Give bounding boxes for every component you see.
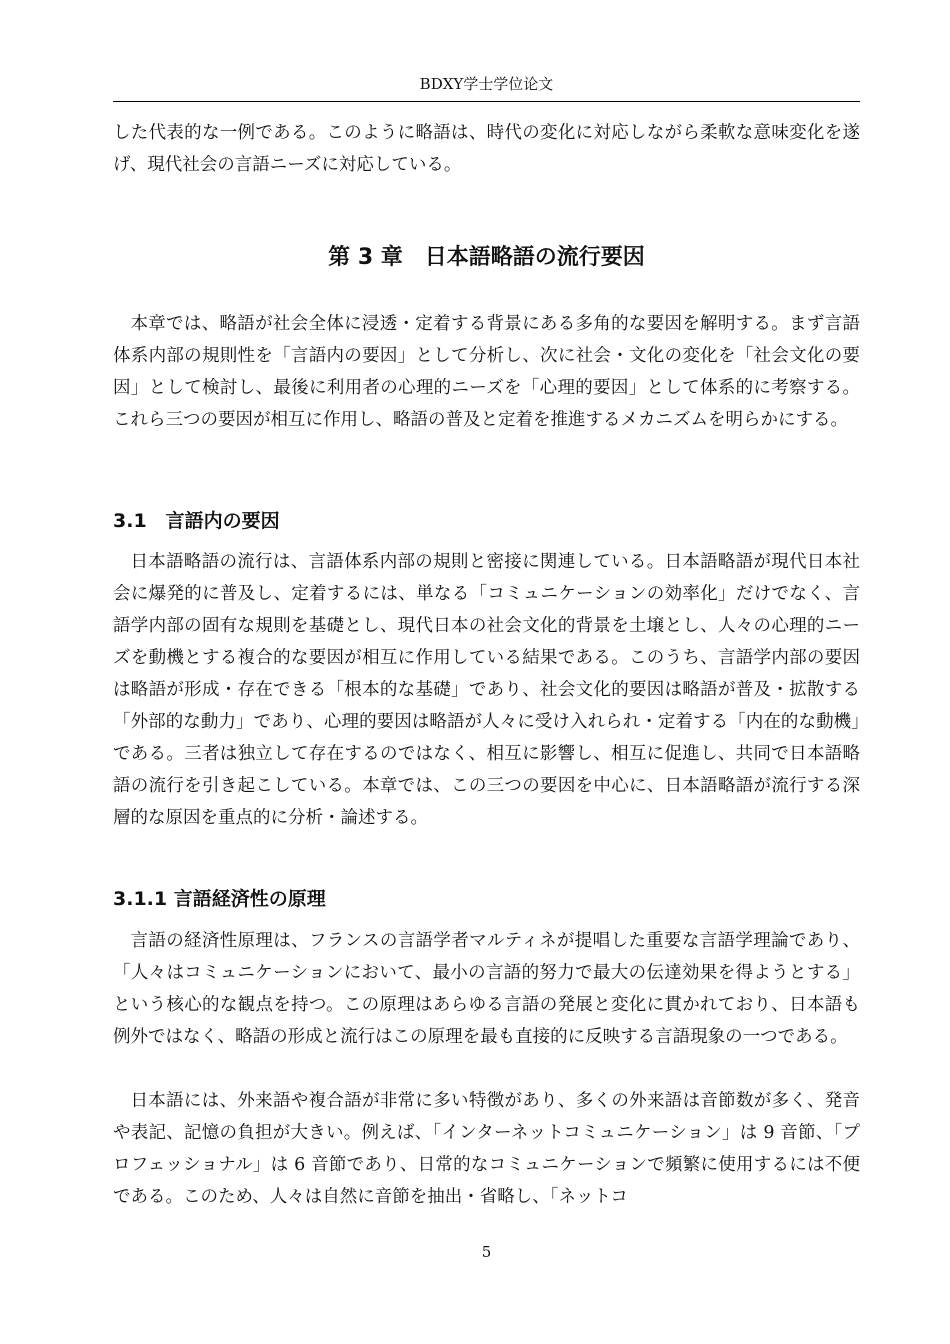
header-divider <box>113 101 860 102</box>
running-header: BDXY学士学位论文 <box>419 75 554 93</box>
section-heading-3-1: 3.1 言語内の要因 <box>113 510 280 532</box>
chapter-intro-paragraph: 本章では、略語が社会全体に浸透・定着する背景にある多角的な要因を解明する。まず言語体系内部の規則性を「言語内の要因」として分析し、次に社会・文化の変化を「社会文化の要因」として検討し、最後に利用者の心理的ニーズを「心理的要因」として体系的に考察する。これら三つの要因が相互に作用し、略語の普及と定着を推進するメカニズムを明らかにする。 <box>113 314 860 430</box>
continuation-paragraph: した代表的な一例である。このように略語は、時代の変化に対応しながら柔軟な意味変化を遂げ、現代社会の言語ニーズに対応している。 <box>113 123 860 175</box>
section-3-1-1-paragraph-2: 日本語には、外来語や複合語が非常に多い特徴があり、多くの外来語は音節数が多く、発音や表記、記憶の負担が大きい。例えば、「インターネットコミュニケーション」は 9 音節、「プロフェッショナル」は 6 音節であり、日常的なコミュニケーションで頻繁に使用するには不便である。このため、人々は自然に音節を抽出・省略し、「ネットコ <box>113 1091 860 1207</box>
section-3-1-1-paragraph-1: 言語の経済性原理は、フランスの言語学者マルティネが提唱した重要な言語学理論であり、「人々はコミュニケーションにおいて、最小の言語的努力で最大の伝達効果を得ようとする」という核心的な観点を持つ。この原理はあらゆる言語の発展と変化に貫かれており、日本語も例外ではなく、略語の形成と流行はこの原理を最も直接的に反映する言語現象の一つである。 <box>113 931 860 1047</box>
section-heading-3-1-1: 3.1.1 言語経済性の原理 <box>113 888 326 910</box>
page-number: 5 <box>481 1243 492 1261</box>
section-3-1-paragraph: 日本語略語の流行は、言語体系内部の規則と密接に関連している。日本語略語が現代日本社会に爆発的に普及し、定着するには、単なる「コミュニケーションの効率化」だけでなく、言語学内部の固有な規則を基礎とし、現代日本の社会文化的背景を土壌とし、人々の心理的ニーズを動機とする複合的な要因が相互に作用している結果である。このうち、言語学内部の要因は略語が形成・存在できる「根本的な基礎」であり、社会文化的要因は略語が普及・拡散する「外部的な動力」であり、心理的要因は略語が人々に受け入れられ・定着する「内在的な動機」である。三者は独立して存在するのではなく、相互に影響し、相互に促進し、共同で日本語略語の流行を引き起こしている。本章では、この三つの要因を中心に、日本語略語が流行する深層的な原因を重点的に分析・論述する。 <box>113 552 860 828</box>
chapter-title: 第 3 章 日本語略語の流行要因 <box>328 245 645 270</box>
